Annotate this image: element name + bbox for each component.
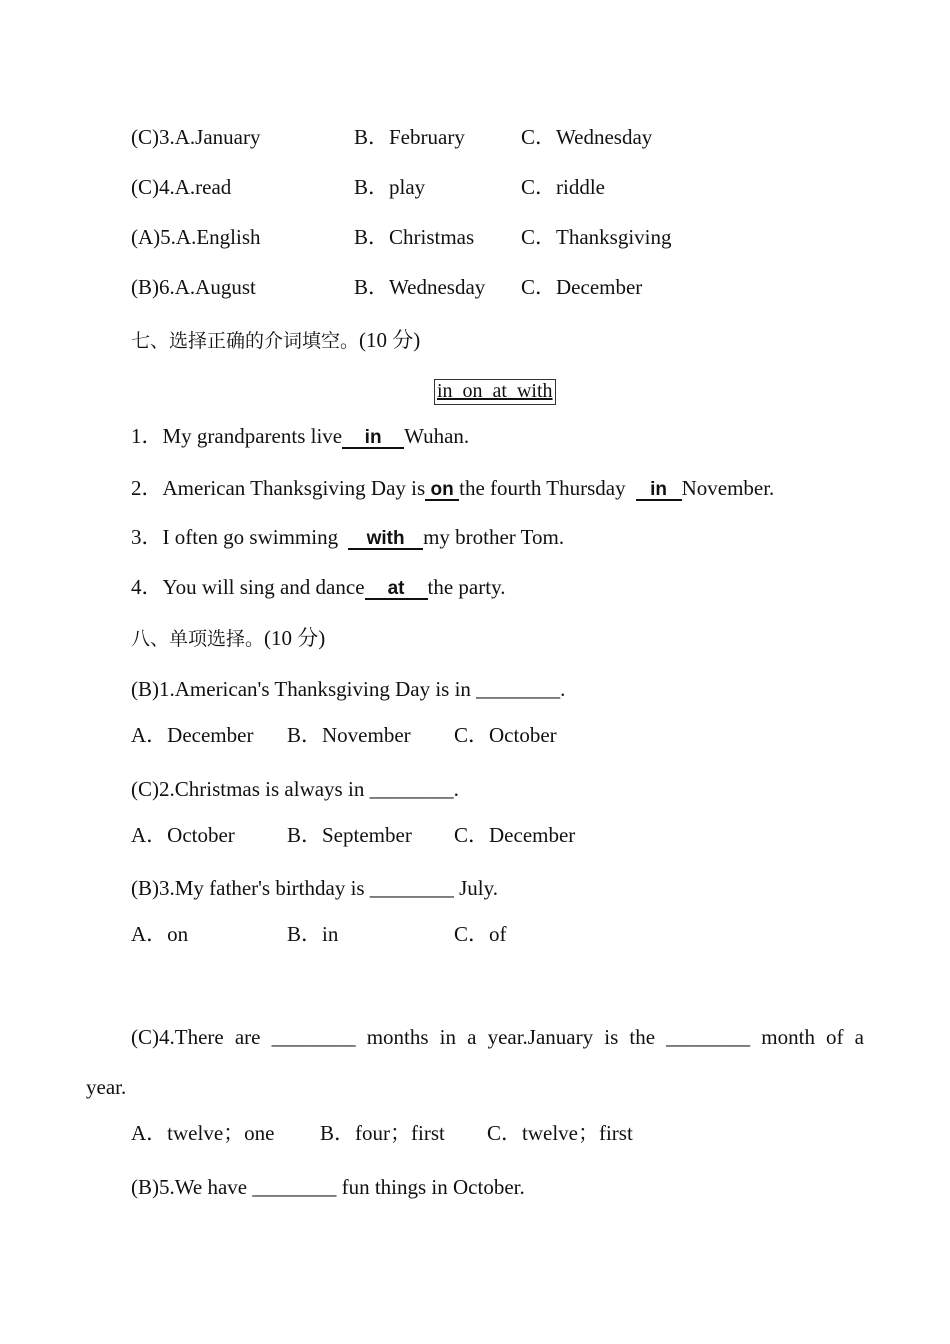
s8-question-4-stem: (C)4.There are ________ months in a year.January is the ________ month of a [131, 1025, 864, 1049]
question-text: 4．You will sing and dance [131, 575, 365, 599]
section8-heading [131, 628, 325, 649]
option-b: B．four；first [320, 1121, 445, 1145]
option-b: B．February [354, 125, 465, 149]
s7-question-3 [131, 527, 564, 550]
option-b: B．November [287, 723, 411, 747]
section8-points: (10 分) [264, 626, 326, 650]
option-c: C．riddle [521, 175, 605, 199]
s8-question-4-stem-continued: year. [86, 1075, 127, 1099]
question-text: Wuhan. [404, 424, 470, 448]
option-b: B．Christmas [354, 225, 475, 249]
question-text: the fourth Thursday [459, 476, 626, 500]
option-b: B．September [287, 823, 412, 847]
option-c: C．Wednesday [521, 125, 653, 149]
option-a: A．December [131, 723, 254, 747]
s8-question-1-stem: (B)1.American's Thanksgiving Day is in ________. [131, 677, 566, 701]
answer-blank: on [425, 481, 459, 501]
option-a: (A)5.A.English [131, 225, 261, 249]
answer-blank: in [342, 429, 404, 449]
option-c: C．of [454, 922, 507, 946]
option-a: (B)6.A.August [131, 275, 256, 299]
section8-title: 八、单项选择。 [131, 628, 265, 650]
option-c: C．Thanksgiving [521, 225, 672, 249]
answer-blank: with [348, 530, 423, 550]
option-a: A．October [131, 823, 235, 847]
answer-blank: at [365, 580, 428, 600]
option-b: B．play [354, 175, 426, 199]
s7-question-4 [131, 577, 505, 600]
question-text: November. [681, 476, 775, 500]
option-c: C．December [521, 275, 643, 299]
option-b: B．in [287, 922, 339, 946]
s7-question-1 [131, 426, 469, 449]
option-c: C．December [454, 823, 576, 847]
section7-points: (10 分) [359, 328, 421, 352]
answer-blank: in [636, 481, 682, 501]
section7-heading [131, 330, 420, 351]
question-text: the party. [427, 575, 506, 599]
word-box: in on at with [434, 379, 556, 405]
question-text: 3．I often go swimming [131, 525, 339, 549]
option-a: A．twelve；one [131, 1121, 275, 1145]
s8-question-3-stem: (B)3.My father's birthday is ________ July. [131, 876, 498, 900]
option-a: (C)4.A.read [131, 175, 232, 199]
question-text: my brother Tom. [423, 525, 565, 549]
s8-question-5-stem: (B)5.We have ________ fun things in October. [131, 1175, 525, 1199]
section7-title: 七、选择正确的介词填空。 [131, 330, 360, 352]
option-c: C．October [454, 723, 557, 747]
question-text: 1．My grandparents live [131, 424, 343, 448]
option-c: C．twelve；first [487, 1121, 633, 1145]
s8-question-2-stem: (C)2.Christmas is always in ________. [131, 777, 459, 801]
question-text: 2．American Thanksgiving Day is [131, 476, 426, 500]
option-a: (C)3.A.January [131, 125, 261, 149]
option-a: A．on [131, 922, 189, 946]
s7-question-2 [131, 478, 774, 501]
option-b: B．Wednesday [354, 275, 486, 299]
